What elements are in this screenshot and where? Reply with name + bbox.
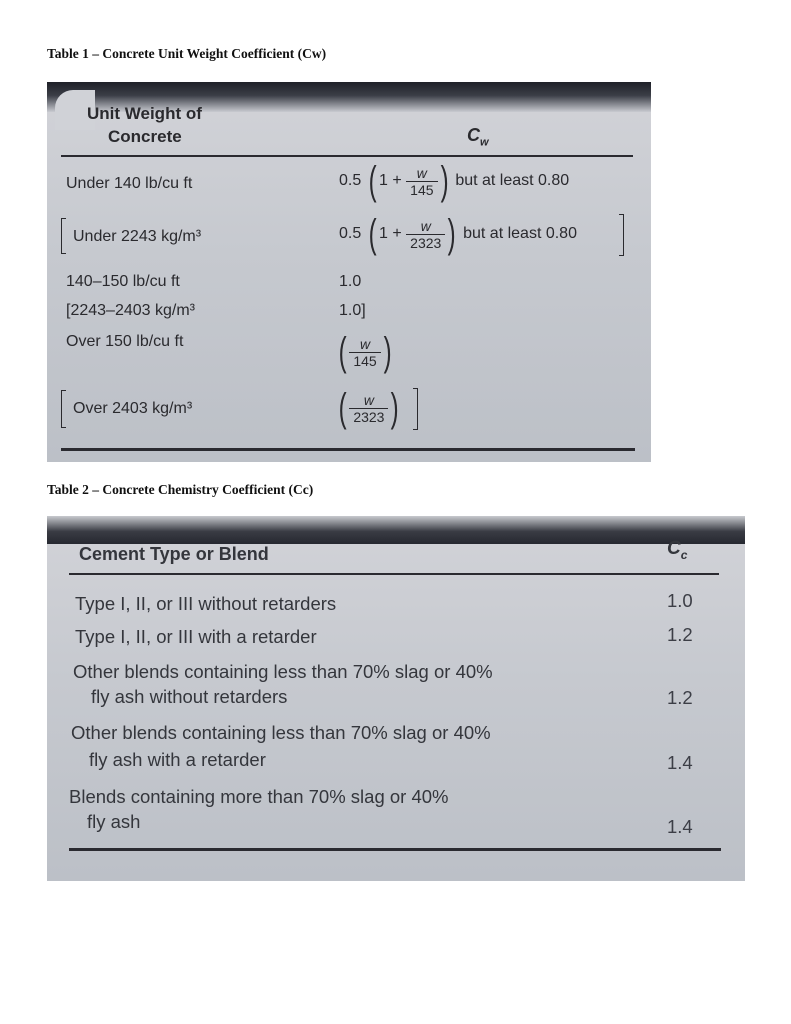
table1-row5-formula: ( $\frac{w}{145}$ ) [338, 330, 392, 374]
table2-row3-label-line1: Other blends containing less than 70% slag or 40% [73, 661, 493, 682]
table2-header-rule [69, 573, 719, 575]
table1-row4-label: [2243–2403 kg/m³ [66, 302, 195, 319]
table1-row3-label: 140–150 lb/cu ft [66, 273, 180, 290]
table2-bottom-rule [69, 848, 721, 851]
table2-row1-value: 1.0 [667, 590, 693, 611]
table2-row2-value: 1.2 [667, 624, 693, 645]
table2-row4-value: 1.4 [667, 752, 693, 773]
table2-top-band [47, 516, 745, 544]
table1-row6-left-bracket [61, 390, 66, 428]
table2-header-cc: $C_c$ [667, 538, 688, 562]
table1-row4-value: 1.0] [339, 302, 366, 319]
table1-header-line2: Concrete [108, 127, 182, 146]
table2-photo [47, 516, 745, 881]
table2-row5-value: 1.4 [667, 816, 693, 837]
table1-row6-right-bracket [413, 388, 418, 430]
table1-row1-label: Under 140 lb/cu ft [66, 175, 193, 192]
table2-row4-label-line2: fly ash with a retarder [89, 749, 266, 770]
table2-row2-label: Type I, II, or III with a retarder [75, 626, 317, 647]
table1-row5-label: Over 150 lb/cu ft [66, 333, 184, 350]
table1-row2-label: Under 2243 kg/m³ [73, 228, 202, 245]
table1-header-rule [61, 155, 633, 157]
table1-row2-right-bracket [619, 214, 624, 256]
table2-row5-label-line1: Blends containing more than 70% slag or 40% [69, 786, 449, 807]
table2-row3-value: 1.2 [667, 687, 693, 708]
table1-photo [47, 82, 651, 462]
table1-row6-label: Over 2403 kg/m³ [73, 400, 193, 417]
table1-caption: Table 1 – Concrete Unit Weight Coefficient (Cw) [47, 46, 327, 61]
table1-row1-formula: 0.5 ( 1 + $\frac{w}{145}$ ) but at least 0.80 [339, 159, 570, 203]
table2-row4-label-line1: Other blends containing less than 70% slag or 40% [71, 722, 491, 743]
table1-row6-formula: ( $\frac{w}{2323}$ ) [338, 386, 400, 430]
table1-row2-formula: 0.5 ( 1 + $\frac{w}{2323}$ ) but at least 0.80 [339, 212, 577, 256]
table2-row1-label: Type I, II, or III without retarders [75, 593, 337, 614]
table1-header-cw: $C_w$ [467, 125, 489, 149]
table2-header-col1: Cement Type or Blend [79, 544, 269, 564]
table2-row5-label-line2: fly ash [87, 811, 141, 832]
table1-header-line1: Unit Weight of [87, 104, 202, 123]
table2-row3-label-line2: fly ash without retarders [91, 686, 288, 707]
table1-bottom-rule [61, 448, 635, 451]
table2-caption: Table 2 – Concrete Chemistry Coefficient (Cc) [47, 482, 314, 497]
table1-row2-left-bracket [61, 218, 66, 254]
table1-row3-value: 1.0 [339, 273, 362, 290]
